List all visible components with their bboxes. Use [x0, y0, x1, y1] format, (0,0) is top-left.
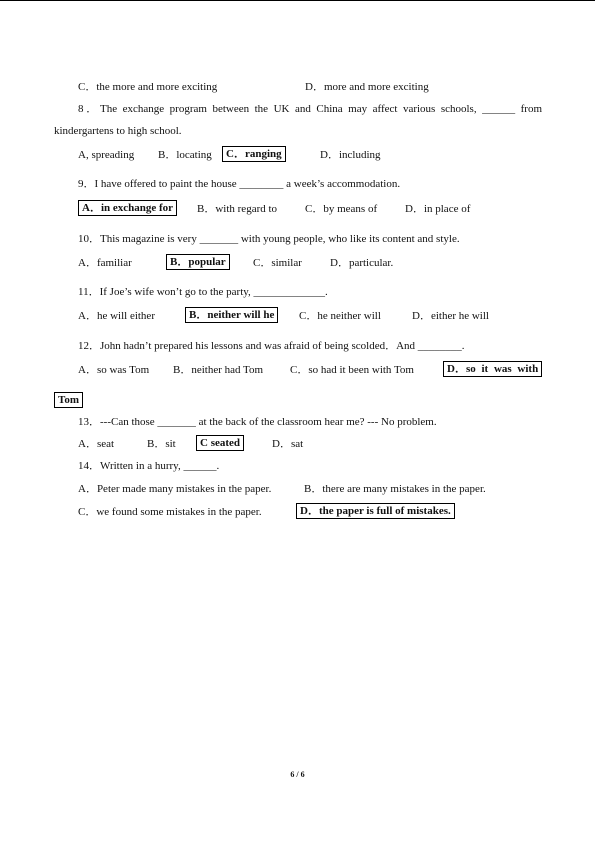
- answer-box: B．popular: [166, 254, 230, 270]
- q14-option-d-answer: [296, 503, 455, 519]
- q13-option-b: B．sit: [147, 438, 176, 450]
- q8-option-b: B．locating: [158, 149, 212, 161]
- q12-option-d-answer: [443, 361, 542, 377]
- q14-option-c: C．we found some mistakes in the paper.: [78, 506, 262, 518]
- answer-box: Tom: [54, 392, 83, 408]
- q10-option-d: D．particular.: [330, 257, 394, 269]
- answer-box: A．in exchange for: [78, 200, 177, 216]
- q9-option-d: D．in place of: [405, 203, 471, 215]
- answer-box: C．ranging: [222, 146, 286, 162]
- q12-option-d-answer-cont: [54, 392, 83, 408]
- q11-option-c: C．he neither will: [299, 310, 381, 322]
- q8-option-d: D．including: [320, 149, 381, 161]
- q9-option-c: C．by means of: [305, 203, 378, 215]
- answer-box: D．so it was with: [443, 361, 542, 377]
- q8-option-a: A, spreading: [78, 149, 135, 161]
- q10-option-a: A．familiar: [78, 257, 132, 269]
- q13-option-c-answer: [196, 435, 244, 451]
- q10-stem: 10．This magazine is very _______ with young people, who like its content and style.: [78, 233, 460, 245]
- q9-stem: 9．I have offered to paint the house ________ a week’s accommodation.: [78, 178, 401, 190]
- answer-box: D．the paper is full of mistakes.: [296, 503, 455, 519]
- q14-option-a: A．Peter made many mistakes in the paper.: [78, 483, 272, 495]
- page-number: 6 / 6: [290, 770, 305, 779]
- q7-option-d: D．more and more exciting: [305, 81, 429, 93]
- q11-stem: 11．If Joe’s wife won’t go to the party, _____________.: [78, 286, 328, 298]
- q12-option-a: A．so was Tom: [78, 364, 150, 376]
- q9-option-b: B．with regard to: [197, 203, 278, 215]
- answer-box: B．neither will he: [185, 307, 278, 323]
- answer-box: C seated: [196, 435, 244, 451]
- q11-option-d: D．either he will: [412, 310, 489, 322]
- top-rule: [0, 0, 595, 1]
- q14-stem: 14．Written in a hurry, ______.: [78, 460, 220, 472]
- q7-option-c: C．the more and more exciting: [78, 81, 218, 93]
- q13-option-a: A．seat: [78, 438, 115, 450]
- q8-stem-line1: 8．The exchange program between the UK and China may affect various schools, ______ from: [78, 103, 542, 115]
- q12-option-b: B．neither had Tom: [173, 364, 264, 376]
- q13-stem: 13．---Can those _______ at the back of the classroom hear me? --- No problem.: [78, 416, 437, 428]
- q12-option-c: C．so had it been with Tom: [290, 364, 414, 376]
- q10-option-c: C．similar: [253, 257, 302, 269]
- q13-option-d: D．sat: [272, 438, 304, 450]
- q10-option-b-answer: [166, 254, 230, 270]
- q8-option-c-answer: [222, 146, 286, 162]
- q8-stem-line2: kindergartens to high school.: [54, 125, 182, 137]
- q14-option-b: B．there are many mistakes in the paper.: [304, 483, 486, 495]
- q11-option-a: A．he will either: [78, 310, 155, 322]
- q12-stem: 12．John hadn’t prepared his lessons and was afraid of being scolded．And ________.: [78, 340, 465, 352]
- q11-option-b-answer: [185, 307, 278, 323]
- q9-option-a-answer: [78, 200, 177, 216]
